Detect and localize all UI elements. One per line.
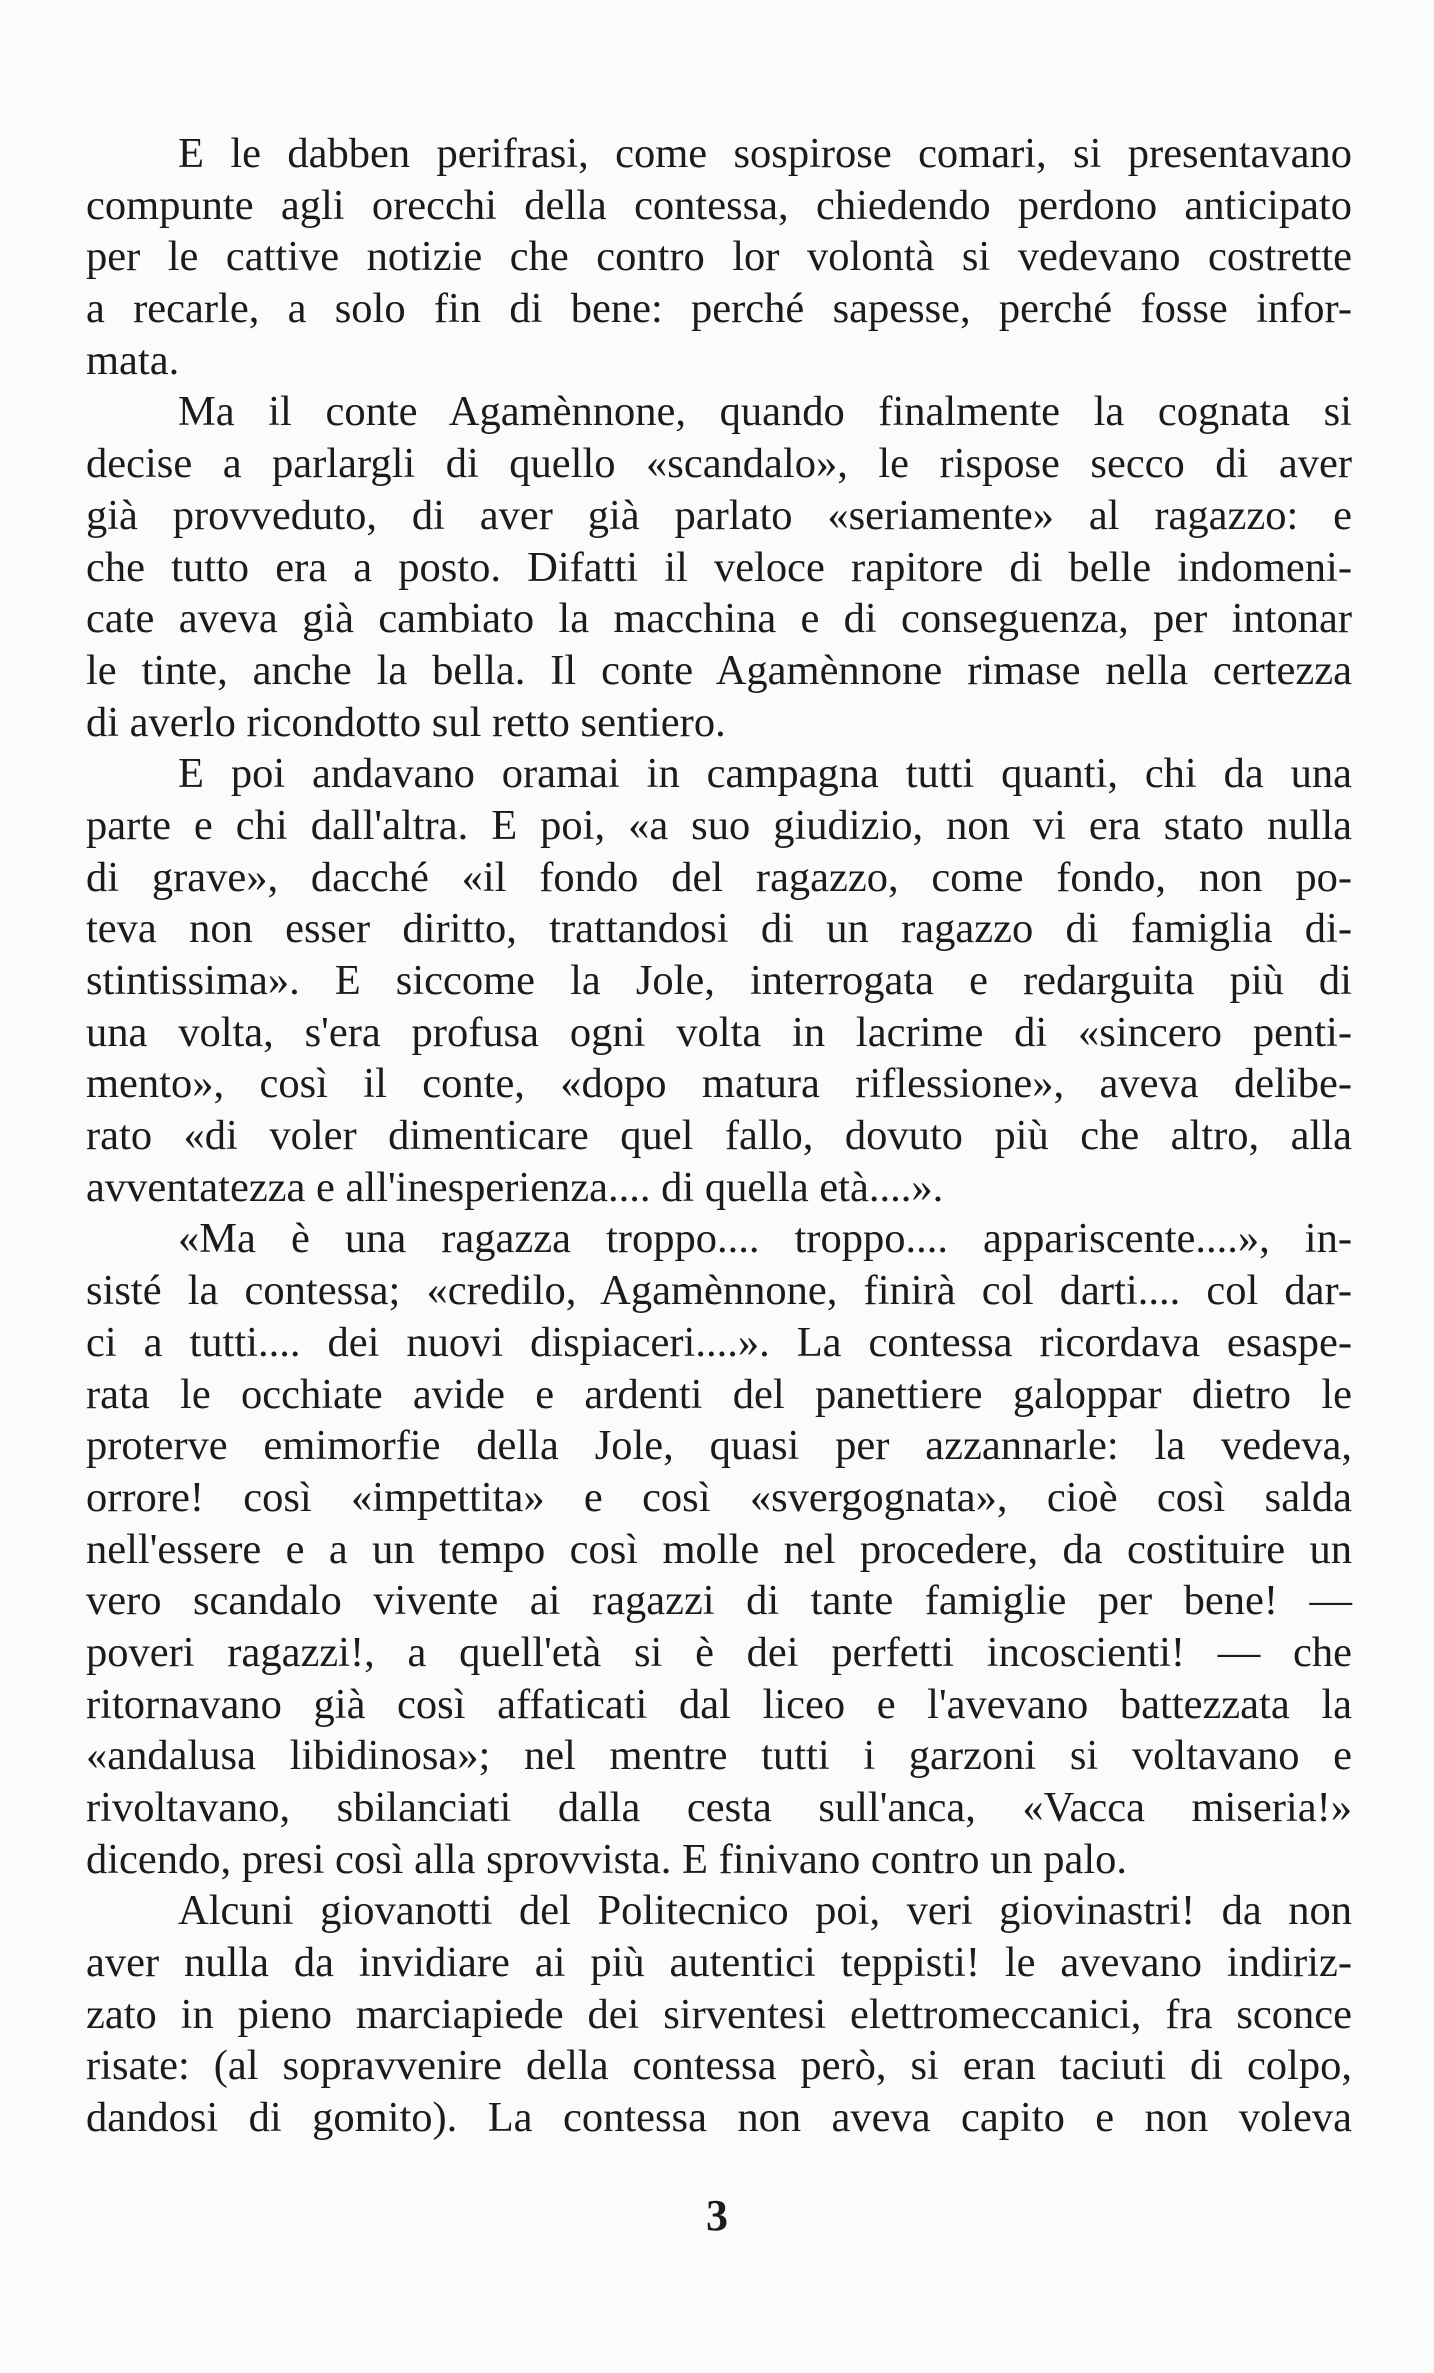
text-line: compunte agli orecchi della contessa, chiedendo perdono anticipato bbox=[86, 181, 1352, 229]
text-line: proterve emimorfie della Jole, quasi per azzannarle: la vedeva, bbox=[86, 1422, 1352, 1470]
text-line: E poi andavano oramai in campagna tutti quanti, chi da una bbox=[178, 750, 1352, 798]
text-line: rivoltavano, sbilanciati dalla cesta sull'anca, «Vacca miseria!» bbox=[86, 1784, 1352, 1831]
body-text bbox=[86, 128, 1352, 2144]
text-line: sisté la contessa; «credilo, Agamènnone, finirà col darti.... col dar- bbox=[86, 1267, 1352, 1315]
text-line: che tutto era a posto. Difatti il veloce rapitore di belle indomeni- bbox=[86, 543, 1352, 591]
text-line: rata le occhiate avide e ardenti del panettiere galoppar dietro le bbox=[86, 1370, 1352, 1418]
text-line: poveri ragazzi!, a quell'età si è dei perfetti incoscienti! — che bbox=[86, 1628, 1352, 1676]
text-line: Ma il conte Agamènnone, quando finalmente la cognata si bbox=[178, 388, 1352, 436]
text-line: ritornavano già così affaticati dal liceo e l'avevano battezzata la bbox=[86, 1680, 1352, 1728]
text-line: «Ma è una ragazza troppo.... troppo.... appariscente....», in- bbox=[178, 1215, 1352, 1263]
text-line: nell'essere e a un tempo così molle nel procedere, da costituire un bbox=[86, 1525, 1352, 1573]
text-line: parte e chi dall'altra. E poi, «a suo giudizio, non vi era stato nulla bbox=[86, 801, 1352, 849]
text-line: a recarle, a solo fin di bene: perché sapesse, perché fosse infor- bbox=[86, 285, 1352, 333]
text-line: avventatezza e all'inesperienza.... di quella età....». bbox=[86, 1163, 944, 1211]
text-line: dandosi di gomito). La contessa non aveva capito e non voleva bbox=[86, 2094, 1352, 2142]
text-line: di grave», dacché «il fondo del ragazzo, come fondo, non po- bbox=[86, 853, 1352, 901]
text-line: «andalusa libidinosa»; nel mentre tutti i garzoni si voltavano e bbox=[86, 1732, 1352, 1780]
text-line: risate: (al sopravvenire della contessa però, si eran taciuti di colpo, bbox=[86, 2042, 1352, 2090]
text-line: rato «di voler dimenticare quel fallo, dovuto più che altro, alla bbox=[86, 1112, 1352, 1160]
text-line: E le dabben perifrasi, come sospirose comari, si presentavano bbox=[178, 130, 1352, 177]
page-number: 3 bbox=[706, 2191, 728, 2240]
text-line: zato in pieno marciapiede dei sirventesi elettromeccanici, fra sconce bbox=[86, 1990, 1352, 2038]
text-line: decise a parlargli di quello «scandalo», le rispose secco di aver bbox=[86, 440, 1352, 488]
text-line: mata. bbox=[86, 336, 180, 384]
text-line: Alcuni giovanotti del Politecnico poi, veri giovinastri! da non bbox=[178, 1887, 1352, 1935]
text-line: per le cattive notizie che contro lor volontà si vedevano costrette bbox=[86, 233, 1352, 281]
text-line: aver nulla da invidiare ai più autentici teppisti! le avevano indiriz- bbox=[86, 1939, 1352, 1987]
text-line: una volta, s'era profusa ogni volta in lacrime di «sincero penti- bbox=[86, 1008, 1352, 1056]
text-line: stintissima». E siccome la Jole, interrogata e redarguita più di bbox=[86, 957, 1352, 1004]
text-line: le tinte, anche la bella. Il conte Agamènnone rimase nella certezza bbox=[86, 646, 1352, 694]
text-line: dicendo, presi così alla sprovvista. E finivano contro un palo. bbox=[86, 1835, 1128, 1883]
text-line: teva non esser diritto, trattandosi di un ragazzo di famiglia di- bbox=[86, 905, 1352, 953]
text-line: già provveduto, di aver già parlato «seriamente» al ragazzo: e bbox=[86, 491, 1352, 539]
text-line: mento», così il conte, «dopo matura riflessione», aveva delibe- bbox=[86, 1060, 1352, 1108]
text-line: orrore! così «impettita» e così «svergognata», cioè così salda bbox=[86, 1473, 1352, 1521]
text-line: cate aveva già cambiato la macchina e di conseguenza, per intonar bbox=[86, 595, 1352, 643]
text-line: ci a tutti.... dei nuovi dispiaceri....». La contessa ricordava esaspe- bbox=[86, 1318, 1352, 1366]
text-line: vero scandalo vivente ai ragazzi di tante famiglie per bene! — bbox=[86, 1577, 1352, 1625]
text-line: di averlo ricondotto sul retto sentiero. bbox=[86, 698, 726, 746]
